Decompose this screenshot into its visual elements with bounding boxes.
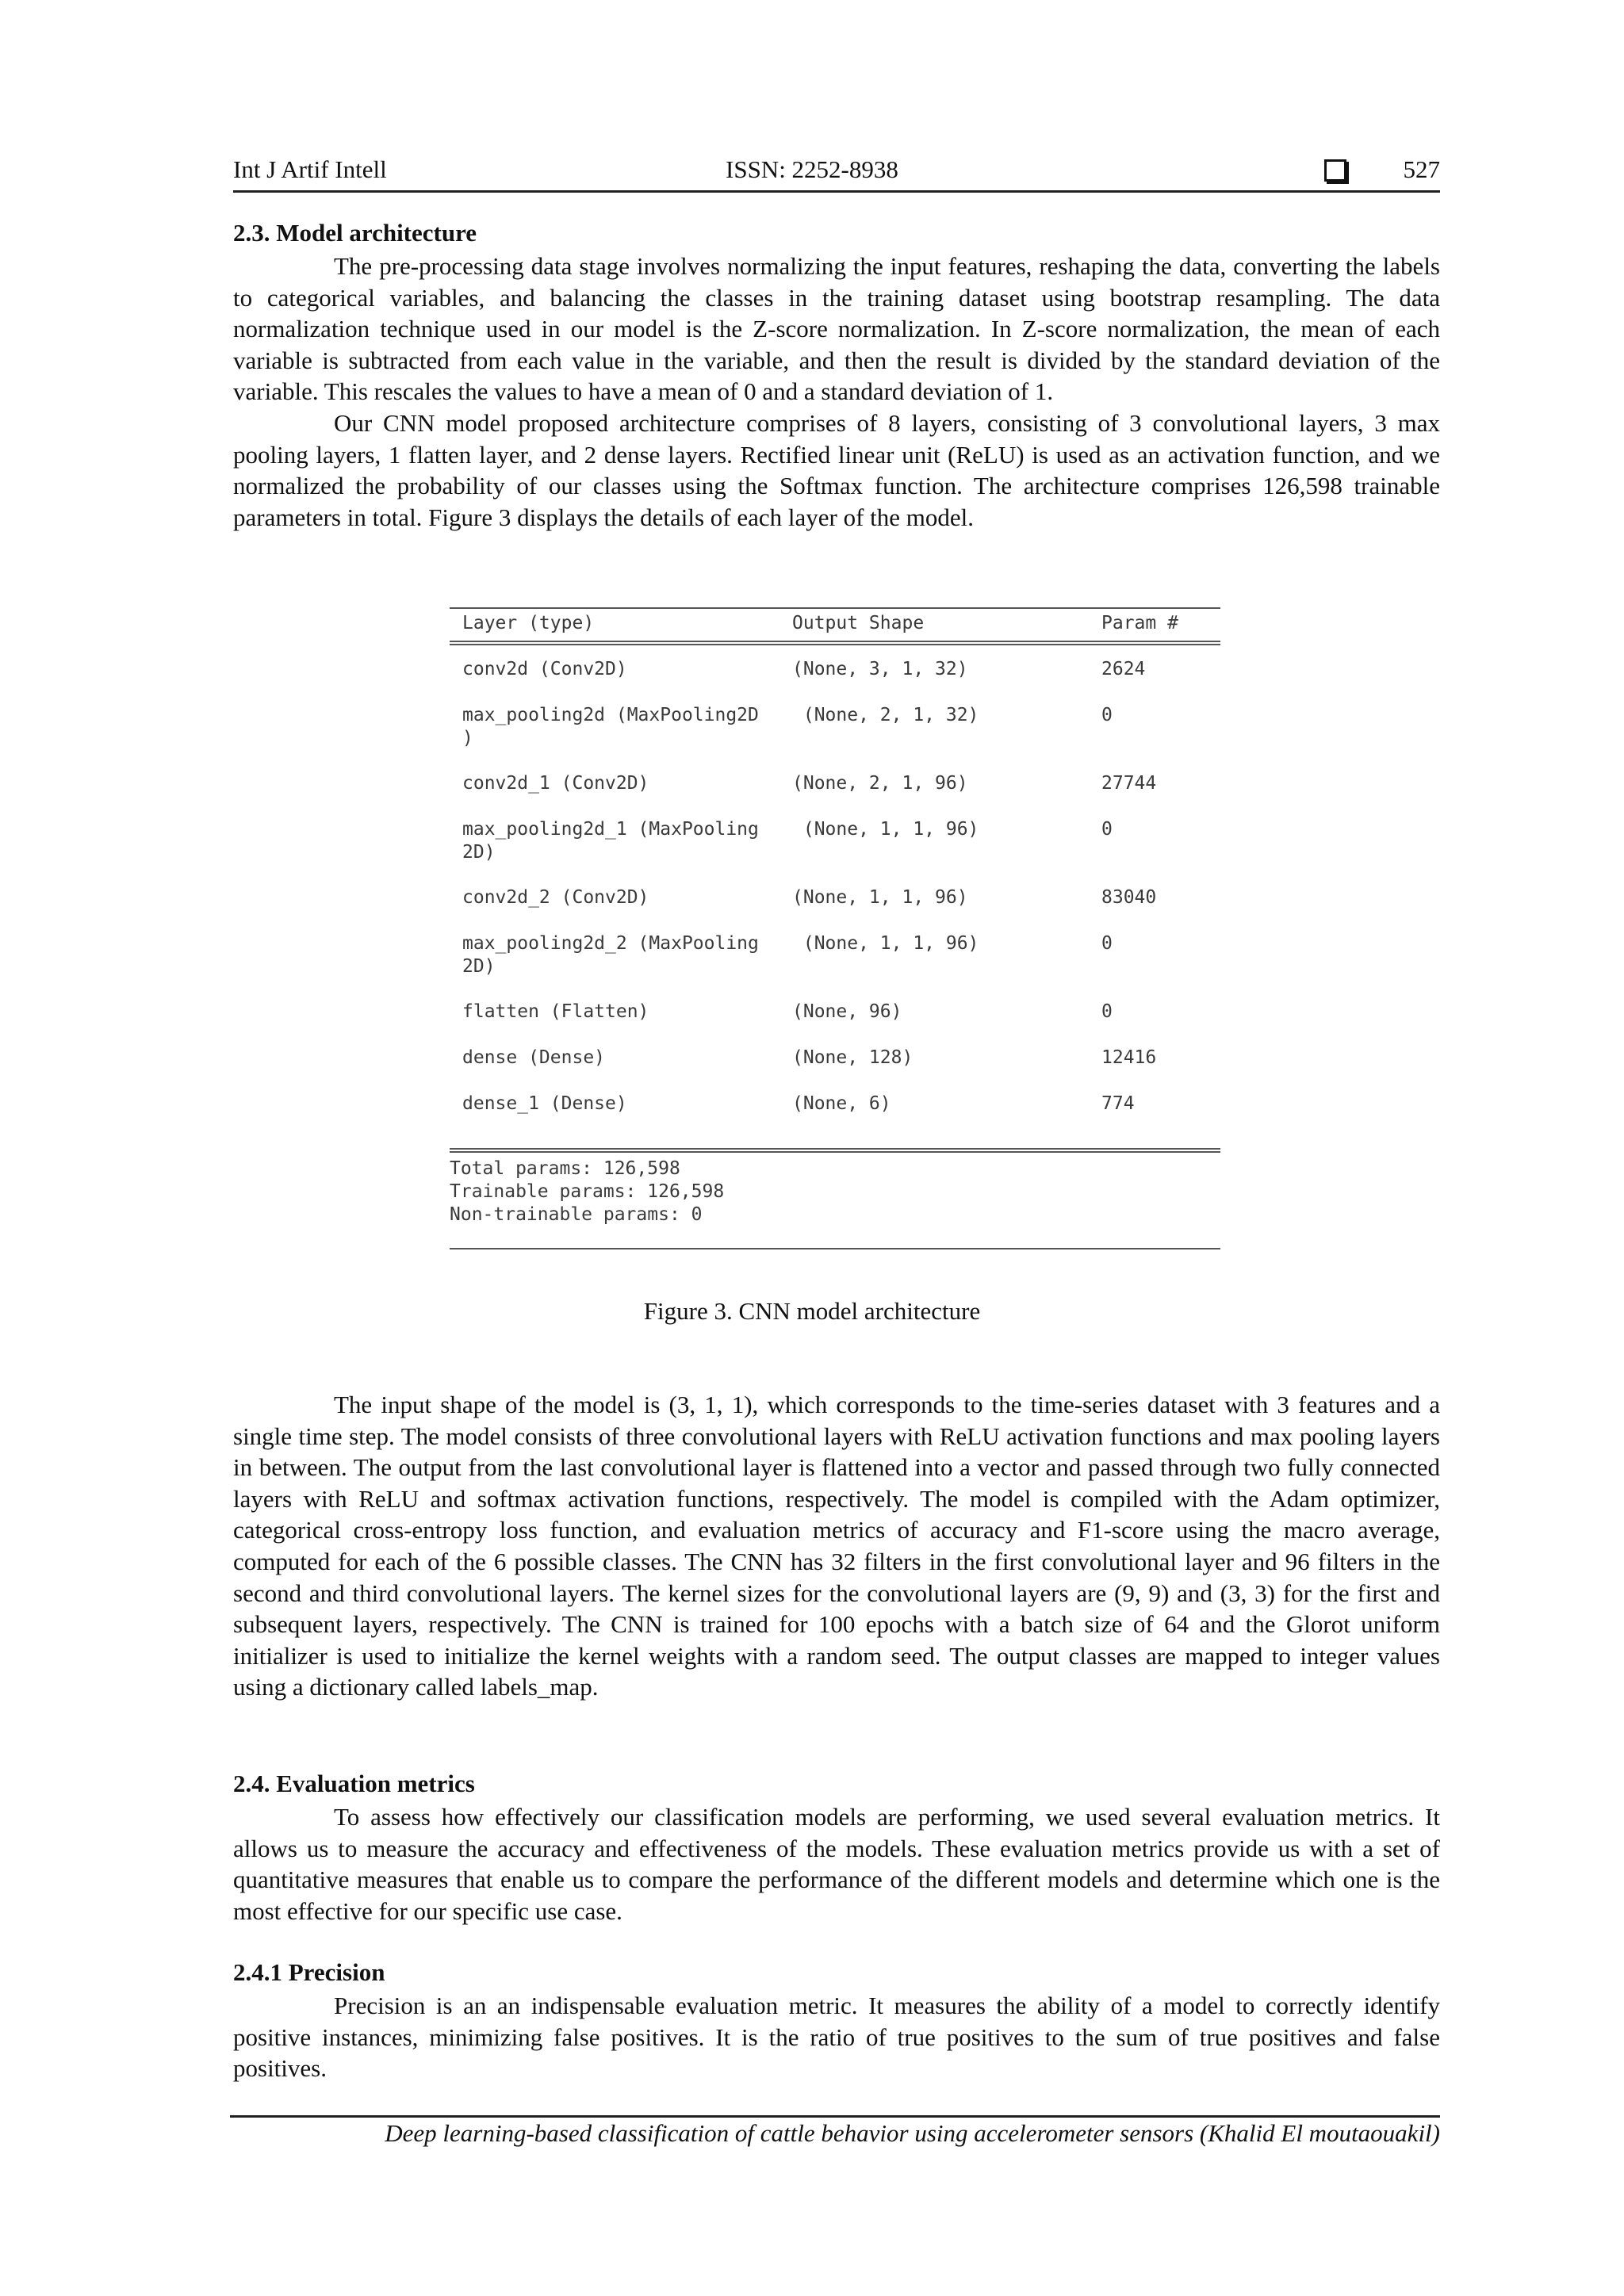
model-summary-figure bbox=[450, 601, 1220, 1261]
param-count: 774 bbox=[1101, 1093, 1135, 1114]
paragraph: Our CNN model proposed architecture comprises of 8 layers, consisting of 3 convolutional layers, 3 max pooling layers, 1 flatten layer, and 2 dense layers. Rectified linear unit (ReLU) is used as an activation function, and we normalized the probability of our classes using the Softmax function. The architecture comprises 126,598 trainable parameters in total. Figure 3 displays the details of each layer of the model. bbox=[233, 408, 1440, 531]
divider bbox=[450, 1148, 1220, 1150]
layer-name: conv2d_1 (Conv2D) bbox=[462, 773, 649, 794]
output-shape: (None, 128) bbox=[792, 1047, 914, 1068]
trainable-params: Trainable params: 126,598 bbox=[450, 1181, 725, 1202]
param-count: 27744 bbox=[1101, 773, 1157, 794]
journal-name: Int J Artif Intell bbox=[233, 155, 387, 183]
output-shape: (None, 1, 1, 96) bbox=[792, 933, 979, 954]
layer-name: max_pooling2d_2 (MaxPooling 2D) bbox=[462, 933, 759, 977]
layer-name: conv2d_2 (Conv2D) bbox=[462, 887, 649, 908]
param-count: 83040 bbox=[1101, 887, 1157, 908]
layer-name: max_pooling2d (MaxPooling2D ) bbox=[462, 705, 759, 748]
layer-name: dense_1 (Dense) bbox=[462, 1093, 627, 1114]
output-shape: (None, 1, 1, 96) bbox=[792, 887, 968, 908]
square-box-icon bbox=[1324, 159, 1346, 182]
param-count: 0 bbox=[1101, 1001, 1113, 1022]
layer-name: flatten (Flatten) bbox=[462, 1001, 649, 1022]
page-header bbox=[233, 155, 1440, 193]
running-footer: Deep learning-based classification of cattle behavior using accelerometer sensors (Khalid El moutaouakil) bbox=[230, 2115, 1440, 2148]
param-count: 0 bbox=[1101, 705, 1113, 725]
body-after-figure bbox=[233, 1389, 1440, 1703]
section-heading-2-3: 2.3. Model architecture bbox=[233, 219, 477, 247]
layer-name: dense (Dense) bbox=[462, 1047, 606, 1068]
output-shape: (None, 3, 1, 32) bbox=[792, 659, 968, 679]
column-header-params: Param # bbox=[1101, 613, 1178, 633]
page-number: 527 bbox=[1403, 155, 1440, 183]
column-header-layer: Layer (type) bbox=[462, 613, 595, 633]
figure-caption: Figure 3. CNN model architecture bbox=[643, 1297, 981, 1325]
output-shape: (None, 96) bbox=[792, 1001, 902, 1022]
param-count: 12416 bbox=[1101, 1047, 1157, 1068]
section-2-4-1-body bbox=[233, 1990, 1440, 2084]
divider bbox=[450, 1248, 1220, 1249]
paragraph: Precision is an an indispensable evaluation metric. It measures the ability of a model to correctly identify positive instances, minimizing false positives. It is the ratio of true positives to the sum of true positives and false positives. bbox=[233, 1992, 1440, 2083]
paragraph: The pre-processing data stage involves normalizing the input features, reshaping the data, converting the labels to categorical variables, and balancing the classes in the training dataset using bootstrap resampling. The data normalization technique used in our model is the Z-score normalization. In Z-score normalization, the mean of each variable is subtracted from each value in the variable, and then the result is divided by the standard deviation of the variable. This rescales the values to have a mean of 0 and a standard deviation of 1. bbox=[233, 252, 1440, 406]
section-2-4-body bbox=[233, 1801, 1440, 1927]
section-heading-2-4: 2.4. Evaluation metrics bbox=[233, 1770, 475, 1797]
param-count: 0 bbox=[1101, 819, 1113, 840]
total-params: Total params: 126,598 bbox=[450, 1158, 680, 1179]
divider bbox=[450, 641, 1220, 642]
param-count: 0 bbox=[1101, 933, 1113, 954]
layer-name: conv2d (Conv2D) bbox=[462, 659, 627, 679]
output-shape: (None, 2, 1, 32) bbox=[792, 705, 979, 725]
section-2-3-body bbox=[233, 251, 1440, 533]
divider bbox=[450, 607, 1220, 609]
paragraph: To assess how effectively our classification models are performing, we used several evaluation metrics. It allows us to measure the accuracy and effectiveness of the models. These evaluation metrics provide us with a set of quantitative measures that enable us to compare the performance of the different models and determine which one is the most effective for our specific use case. bbox=[233, 1803, 1440, 1925]
layer-name: max_pooling2d_1 (MaxPooling 2D) bbox=[462, 819, 759, 863]
output-shape: (None, 1, 1, 96) bbox=[792, 819, 979, 840]
output-shape: (None, 6) bbox=[792, 1093, 891, 1114]
non-trainable-params: Non-trainable params: 0 bbox=[450, 1204, 703, 1225]
issn: ISSN: 2252-8938 bbox=[726, 155, 898, 183]
output-shape: (None, 2, 1, 96) bbox=[792, 773, 968, 794]
section-heading-2-4-1: 2.4.1 Precision bbox=[233, 1958, 385, 1986]
paragraph: The input shape of the model is (3, 1, 1), which corresponds to the time-series dataset with 3 features and a single time step. The model consists of three convolutional layers with ReLU activation functions and max pooling layers in between. The output from the last convolutional layer is flattened into a vector and passed through two fully connected layers with ReLU and softmax activation functions, respectively. The model is compiled with the Adam optimizer, categorical cross-entropy loss function, and evaluation metrics of accuracy and F1-score using the macro average, computed for each of the 6 possible classes. The CNN has 32 filters in the first convolutional layer and 96 filters in the second and third convolutional layers. The kernel sizes for the convolutional layers are (9, 9) and (3, 3) for the first and subsequent layers, respectively. The CNN is trained for 100 epochs with a batch size of 64 and the Glorot uniform initializer is used to initialize the kernel weights with a random seed. The output classes are mapped to integer values using a dictionary called labels_map. bbox=[233, 1391, 1440, 1701]
column-header-shape: Output Shape bbox=[792, 613, 925, 633]
param-count: 2624 bbox=[1101, 659, 1146, 679]
